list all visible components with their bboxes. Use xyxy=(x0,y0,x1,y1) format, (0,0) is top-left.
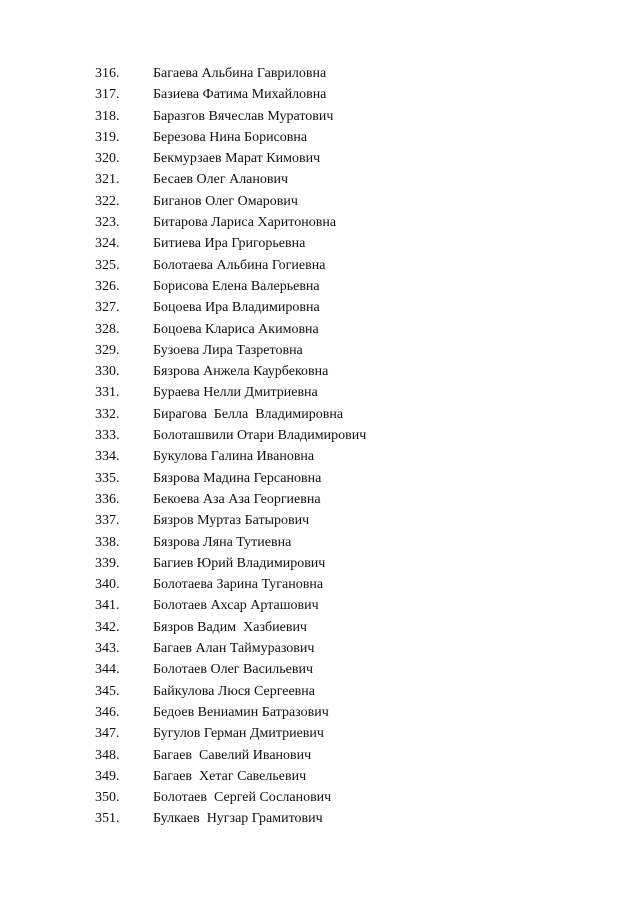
item-number: 322. xyxy=(95,193,120,209)
list-item xyxy=(0,595,640,616)
item-number: 341. xyxy=(95,598,120,614)
item-number: 330. xyxy=(95,364,120,380)
item-name: Болотаев Сергей Сосланович xyxy=(153,790,332,806)
list-item xyxy=(0,446,640,467)
item-name: Березова Нина Борисовна xyxy=(153,129,308,145)
list-item xyxy=(0,787,640,808)
list-item xyxy=(0,617,640,638)
item-number: 323. xyxy=(95,215,120,231)
item-name: Багиев Юрий Владимирович xyxy=(153,555,326,571)
item-name: Бязрова Мадина Герсановна xyxy=(153,470,322,486)
list-item xyxy=(0,468,640,489)
item-number: 321. xyxy=(95,172,120,188)
list-item xyxy=(0,382,640,403)
item-name: Бураева Нелли Дмитриевна xyxy=(153,385,318,401)
item-name: Боцоева Клариса Акимовна xyxy=(153,321,319,337)
item-number: 349. xyxy=(95,768,120,784)
list-item xyxy=(0,638,640,659)
item-name: Бузоева Лира Тазретовна xyxy=(153,342,303,358)
item-name: Битарова Лариса Харитоновна xyxy=(153,215,337,231)
list-item xyxy=(0,169,640,190)
item-number: 338. xyxy=(95,534,120,550)
item-number: 334. xyxy=(95,449,120,465)
item-number: 327. xyxy=(95,300,120,316)
item-number: 346. xyxy=(95,704,120,720)
item-number: 337. xyxy=(95,513,120,529)
item-name: Бязрова Анжела Каурбековна xyxy=(153,364,329,380)
list-item xyxy=(0,766,640,787)
item-name: Бязров Вадим Хазбиевич xyxy=(153,619,307,635)
item-name: Бирагова Белла Владимировна xyxy=(153,406,344,422)
item-number: 336. xyxy=(95,491,120,507)
item-number: 350. xyxy=(95,790,120,806)
list-item xyxy=(0,233,640,254)
item-number: 331. xyxy=(95,385,120,401)
name-list xyxy=(0,63,640,830)
list-item xyxy=(0,659,640,680)
item-number: 347. xyxy=(95,726,120,742)
item-number: 325. xyxy=(95,257,120,273)
item-number: 316. xyxy=(95,66,120,81)
list-item xyxy=(0,276,640,297)
item-name: Бугулов Герман Дмитриевич xyxy=(153,726,324,742)
list-item xyxy=(0,191,640,212)
list-item xyxy=(0,532,640,553)
item-number: 329. xyxy=(95,342,120,358)
item-name: Болотаева Альбина Гогиевна xyxy=(153,257,326,273)
list-item xyxy=(0,510,640,531)
list-item xyxy=(0,63,640,84)
list-item xyxy=(0,106,640,127)
item-number: 344. xyxy=(95,662,120,678)
list-item xyxy=(0,553,640,574)
item-name: Болотаев Ахсар Арташович xyxy=(153,598,319,614)
item-number: 328. xyxy=(95,321,120,337)
item-name: Бязрова Ляна Тутиевна xyxy=(153,534,292,550)
item-name: Бязров Муртаз Батырович xyxy=(153,513,310,529)
list-item xyxy=(0,255,640,276)
item-number: 319. xyxy=(95,129,120,145)
item-name: Багаев Хетаг Савельевич xyxy=(153,768,307,784)
item-name: Бесаев Олег Аланович xyxy=(153,172,289,188)
item-name: Бедоев Вениамин Батразович xyxy=(153,704,329,720)
item-name: Бекоева Аза Аза Георгиевна xyxy=(153,491,321,507)
item-name: Булкаев Нугзар Грамитович xyxy=(153,811,323,827)
item-number: 317. xyxy=(95,87,120,103)
item-name: Болотаев Олег Васильевич xyxy=(153,662,314,678)
list-item xyxy=(0,84,640,105)
item-number: 343. xyxy=(95,641,120,657)
list-item xyxy=(0,681,640,702)
item-name: Багаев Алан Таймуразович xyxy=(153,641,315,657)
list-item xyxy=(0,148,640,169)
list-item xyxy=(0,574,640,595)
item-number: 318. xyxy=(95,108,120,124)
list-item xyxy=(0,489,640,510)
item-name: Борисова Елена Валерьевна xyxy=(153,278,320,294)
list-item xyxy=(0,808,640,829)
list-item xyxy=(0,212,640,233)
list-item xyxy=(0,745,640,766)
item-name: Болотаева Зарина Тугановна xyxy=(153,577,324,593)
item-name: Болоташвили Отари Владимирович xyxy=(153,428,367,444)
item-number: 320. xyxy=(95,151,120,167)
list-item xyxy=(0,297,640,318)
list-item xyxy=(0,723,640,744)
item-name: Букулова Галина Ивановна xyxy=(153,449,315,465)
item-number: 339. xyxy=(95,555,120,571)
item-name: Бекмурзаев Марат Кимович xyxy=(153,151,321,167)
item-number: 332. xyxy=(95,406,120,422)
item-number: 326. xyxy=(95,278,120,294)
list-item xyxy=(0,361,640,382)
item-number: 340. xyxy=(95,577,120,593)
item-number: 342. xyxy=(95,619,120,635)
item-name: Битиева Ира Григорьевна xyxy=(153,236,306,252)
item-name: Байкулова Люся Сергеевна xyxy=(153,683,315,699)
item-name: Баразгов Вячеслав Муратович xyxy=(153,108,334,124)
list-item xyxy=(0,702,640,723)
item-name: Базиева Фатима Михайловна xyxy=(153,87,327,103)
list-item xyxy=(0,404,640,425)
item-name: Боцоева Ира Владимировна xyxy=(153,300,320,316)
item-number: 333. xyxy=(95,428,120,444)
item-number: 324. xyxy=(95,236,120,252)
list-item xyxy=(0,425,640,446)
item-name: Биганов Олег Омарович xyxy=(153,193,298,209)
item-number: 348. xyxy=(95,747,120,763)
item-name: Багаева Альбина Гавриловна xyxy=(153,66,327,81)
list-item xyxy=(0,340,640,361)
item-name: Багаев Савелий Иванович xyxy=(153,747,312,763)
item-number: 335. xyxy=(95,470,120,486)
list-item xyxy=(0,319,640,340)
item-number: 351. xyxy=(95,811,120,827)
list-item xyxy=(0,127,640,148)
item-number: 345. xyxy=(95,683,120,699)
